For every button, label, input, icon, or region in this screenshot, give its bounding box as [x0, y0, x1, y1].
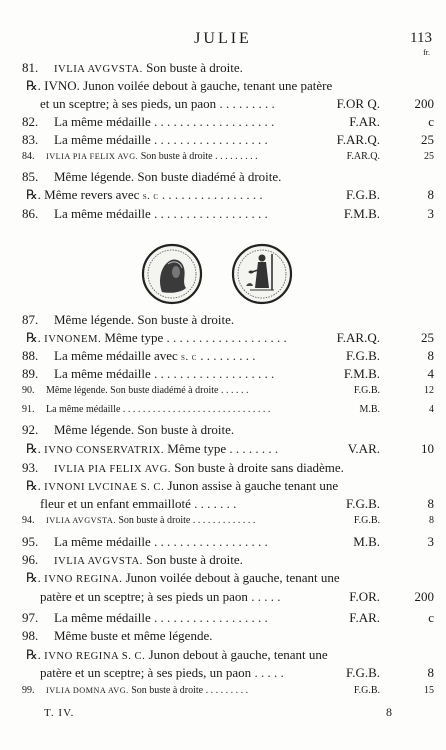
entry-price: 12 [424, 385, 434, 396]
entry-after: Junon assise à gauche tenant une [167, 478, 339, 493]
entry-description [54, 206, 268, 222]
entry-description [40, 589, 280, 605]
entry-sc: IVLIA AVGVSTA. [46, 516, 116, 525]
entry-sc: IVNO CONSERVATRIX. [44, 445, 165, 456]
catalogue-entry [0, 628, 446, 648]
entry-description [54, 114, 274, 130]
entry-text: fleur et un enfant emmailloté [40, 496, 191, 511]
entry-description [54, 628, 212, 644]
entry-number: 99. [22, 685, 35, 696]
entry-price: 8 [427, 665, 434, 680]
entry-description [26, 441, 278, 457]
entry-price: 8 [427, 496, 434, 511]
entry-price: 8 [429, 515, 434, 526]
catalogue-entry [0, 187, 446, 207]
entry-dots: . . . . . . . . [226, 441, 279, 456]
catalogue-entry [0, 366, 446, 386]
catalogue-entry [0, 478, 446, 498]
entry-grade: F.AR.Q. [336, 132, 380, 147]
entry-dots: . . . . . . . . . . . . . . . . . . [150, 206, 268, 221]
entry-number: 97. [22, 610, 39, 625]
entry-after: Junon voilée debout à gauche, tenant une [125, 570, 340, 585]
entry-description [54, 132, 268, 148]
entry-price: 25 [421, 132, 434, 147]
catalogue-entry [0, 151, 446, 171]
entry-description [54, 348, 255, 364]
entry-sc: IVNONEM. [44, 334, 102, 345]
entry-text: La même médaille [54, 206, 151, 221]
entry-sc: s. c [181, 352, 197, 363]
price-column-label: fr. [423, 48, 430, 57]
catalogue-entry [0, 610, 446, 630]
entry-description [54, 610, 268, 626]
entry-description [54, 552, 243, 568]
entry-text: ℞. [26, 647, 41, 662]
catalogue-entry [0, 441, 446, 461]
catalogue-entry [0, 312, 446, 332]
entry-grade: F.OR Q. [336, 96, 380, 111]
catalogue-entry [0, 404, 446, 424]
entry-after: Son buste à droite [131, 685, 204, 696]
catalogue-entry [0, 169, 446, 189]
entry-text: ℞. [26, 441, 41, 456]
catalogue-entry [0, 78, 446, 98]
entry-description [40, 665, 284, 681]
entry-grade: F.G.B. [346, 665, 380, 680]
entry-number: 84. [22, 151, 35, 162]
entry-number: 82. [22, 114, 39, 129]
entry-after: Son buste à droite [140, 151, 213, 162]
entry-number: 89. [22, 366, 39, 381]
entry-sc: IVNO REGINA S. C. [44, 651, 146, 662]
catalogue-entry [0, 330, 446, 350]
entry-text: La même médaille [46, 404, 121, 415]
page-title: JULIE [194, 30, 252, 47]
entry-text: Même légende. Son buste diadémé à droite [46, 385, 219, 396]
entry-grade: F.G.B. [346, 496, 380, 511]
entry-number: 87. [22, 312, 39, 327]
catalogue-entry [0, 685, 446, 705]
entry-dots: . . . . . . . . . . . . . . . . . . . [150, 114, 275, 129]
entry-grade: V.AR. [347, 441, 380, 456]
entry-number: 81. [22, 60, 39, 75]
entry-description [26, 187, 263, 203]
entry-description [54, 169, 281, 185]
entry-price: 25 [421, 330, 434, 345]
entry-text: La même médaille [54, 610, 151, 625]
entry-description [46, 515, 255, 526]
catalogue-entry [0, 552, 446, 572]
entry-description [40, 96, 275, 112]
entry-description [46, 151, 258, 162]
entry-description [26, 570, 340, 586]
entry-description [26, 78, 332, 94]
entry-after: Son buste à droite [118, 515, 191, 526]
entry-number: 92. [22, 422, 39, 437]
entry-price: 10 [421, 441, 434, 456]
entry-number: 93. [22, 460, 39, 475]
entry-grade: F.OR. [349, 589, 380, 604]
entry-price: c [428, 610, 434, 625]
entry-text: Même légende. Son buste diadémé à droite. [54, 169, 282, 184]
entry-text: ℞. Même revers avec [26, 187, 140, 202]
catalogue-entry [0, 647, 446, 667]
entry-description [46, 685, 248, 696]
entry-grade: F.AR. [349, 114, 380, 129]
entry-grade: F.AR.Q. [336, 330, 380, 345]
catalogue-entry [0, 206, 446, 226]
entry-price: c [428, 114, 434, 129]
entry-text: Même légende. Son buste à droite. [54, 422, 235, 437]
entry-dots: . . . . . . . . . . . . . . . . . . [150, 610, 268, 625]
entry-dots: . . . . . . . . . [196, 348, 256, 363]
entry-grade: F.M.B. [343, 206, 380, 221]
entry-after: Son buste à droite sans diadème. [174, 460, 344, 475]
obverse-coin-image [143, 245, 201, 303]
entry-text: ℞. [26, 570, 41, 585]
catalogue-entry [0, 515, 446, 535]
catalogue-entry [0, 132, 446, 152]
entry-description [46, 385, 248, 396]
entry-grade: F.G.B. [353, 385, 380, 396]
entry-sc: IVNO REGINA. [44, 574, 123, 585]
catalogue-entry [0, 348, 446, 368]
entry-sc: IVLIA AVGVSTA. [54, 556, 143, 567]
catalogue-entry [0, 460, 446, 480]
entry-price: 4 [427, 366, 434, 381]
entry-price: 4 [429, 404, 434, 415]
catalogue-entry [0, 665, 446, 685]
catalogue-entry [0, 496, 446, 516]
entry-dots: . . . . . . [218, 385, 249, 396]
entry-dots: . . . . . . . [190, 496, 237, 511]
entry-dots: . . . . . . . . . . . . . [190, 515, 256, 526]
entry-after: Même type [104, 330, 164, 345]
entry-text: La même médaille [54, 132, 151, 147]
entry-text: et un sceptre; à ses pieds, un paon [40, 96, 217, 111]
entry-grade: M.B. [353, 534, 380, 549]
entry-description [54, 60, 243, 76]
entry-price: 15 [424, 685, 434, 696]
entry-dots: . . . . . . . . . [212, 151, 258, 162]
entry-after: Junon debout à gauche, tenant une [148, 647, 328, 662]
catalogue-entry [0, 534, 446, 554]
entry-description [26, 647, 328, 663]
entry-sc: IVLIA PIA FELIX AVG. [54, 464, 171, 475]
entry-number: 91. [22, 404, 35, 415]
entry-dots: . . . . . . . . . [203, 685, 249, 696]
entry-description [54, 366, 274, 382]
entry-number: 85. [22, 169, 39, 184]
entry-grade: F.AR. [349, 610, 380, 625]
entry-text: La même médaille [54, 366, 151, 381]
reverse-coin-image [233, 245, 291, 303]
catalogue-entry [0, 114, 446, 134]
entry-number: 83. [22, 132, 39, 147]
entry-price: 8 [427, 348, 434, 363]
entry-grade: F.AR.Q. [346, 151, 380, 162]
entry-price: 3 [427, 534, 434, 549]
entry-after: ℞. IVNO. Junon voilée debout à gauche, tenant une patère [26, 78, 333, 93]
entry-dots: . . . . . . . . . . . . . . . . . . . [150, 366, 275, 381]
entry-dots: . . . . . . . . . . . . . . . . . . . . . . . . . . . . . . [120, 404, 271, 415]
entry-number: 95. [22, 534, 39, 549]
entry-text: Même buste et même légende. [54, 628, 213, 643]
entry-text: ℞. [26, 330, 41, 345]
entry-text: patère et un sceptre; à ses pieds, un paon [40, 665, 252, 680]
entry-description [40, 496, 236, 512]
entry-description [54, 422, 234, 438]
entry-sc: s. c [142, 191, 159, 202]
entry-text: La même médaille avec [54, 348, 178, 363]
entry-number: 94. [22, 515, 35, 526]
entry-grade: M.B. [359, 404, 380, 415]
entry-sc: IVLIA AVGVSTA. [54, 64, 143, 75]
entry-sc: IVLIA PIA FELIX AVG. [46, 152, 139, 161]
entry-dots: . . . . . . . . . [216, 96, 275, 111]
entry-price: 25 [424, 151, 434, 162]
entry-text: La même médaille [54, 114, 151, 129]
entry-text: Même légende. Son buste à droite. [54, 312, 235, 327]
signature-mark: 8 [386, 705, 392, 719]
entry-grade: F.G.B. [346, 348, 380, 363]
entry-text: patère et un sceptre; à ses pieds un paon [40, 589, 248, 604]
entry-number: 88. [22, 348, 39, 363]
entry-grade: F.G.B. [353, 515, 380, 526]
entry-grade: F.M.B. [343, 366, 380, 381]
entry-price: 8 [427, 187, 434, 202]
catalogue-entry [0, 422, 446, 442]
entry-description [46, 404, 270, 415]
volume-label: T. IV. [44, 707, 75, 719]
entry-description [54, 460, 344, 476]
page-number: 113 [410, 30, 432, 46]
entry-description [54, 312, 234, 328]
entry-text: ℞. [26, 478, 41, 493]
entry-dots: . . . . . . . . . . . . . . . . [158, 187, 263, 202]
entry-sc: IVLIA DOMNA AVG. [46, 686, 129, 695]
entry-dots: . . . . . [247, 589, 281, 604]
entry-number: 90. [22, 385, 35, 396]
entry-price: 200 [414, 589, 434, 604]
entry-dots: . . . . . [251, 665, 284, 680]
entry-number: 96. [22, 552, 39, 567]
entry-after: Son buste à droite. [146, 552, 243, 567]
coin-illustration [132, 242, 312, 306]
entry-description [26, 330, 287, 346]
entry-description [54, 534, 268, 550]
entry-number: 86. [22, 206, 39, 221]
entry-dots: . . . . . . . . . . . . . . . . . . [150, 132, 268, 147]
entry-grade: F.G.B. [353, 685, 380, 696]
entry-after: Même type [167, 441, 227, 456]
entry-text: La même médaille [54, 534, 151, 549]
entry-description [26, 478, 338, 494]
entry-after: Son buste à droite. [146, 60, 243, 75]
entry-sc: IVNONI LVCINAE S. C. [44, 482, 165, 493]
entry-price: 3 [427, 206, 434, 221]
catalogue-entry [0, 570, 446, 590]
entry-price: 200 [414, 96, 434, 111]
entry-dots: . . . . . . . . . . . . . . . . . . . [163, 330, 287, 345]
catalogue-entry [0, 385, 446, 405]
entry-grade: F.G.B. [346, 187, 380, 202]
catalogue-entry [0, 60, 446, 80]
catalogue-entry [0, 96, 446, 116]
entry-number: 98. [22, 628, 39, 643]
catalogue-entry [0, 589, 446, 609]
entry-dots: . . . . . . . . . . . . . . . . . . [150, 534, 268, 549]
